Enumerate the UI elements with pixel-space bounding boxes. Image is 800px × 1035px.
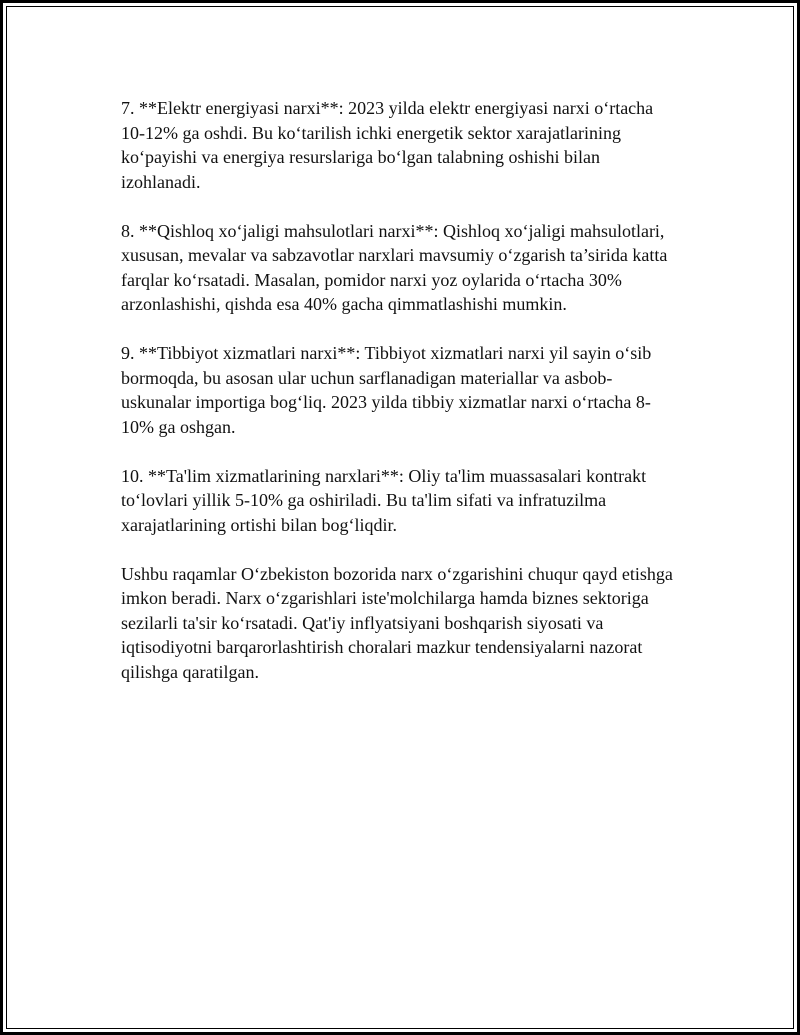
paragraph-education-price: [121, 464, 701, 538]
document-body: [121, 96, 701, 709]
paragraph-conclusion: [121, 562, 701, 685]
text-line: 7. **Elektr energiyasi narxi**: 2023 yilda elektr energiyasi narxi o‘rtacha: [121, 98, 654, 118]
text-line: qilishga qaratilgan.: [121, 661, 259, 682]
text-line: izohlanadi.: [121, 171, 201, 192]
text-line: xususan, mevalar va sabzavotlar narxlari mavsumiy o‘zgarish ta’sirida katta: [121, 245, 668, 265]
text-line: uskunalar importiga bog‘liq. 2023 yilda tibbiy xizmatlar narxi o‘rtacha 8-: [121, 392, 651, 412]
text-line: ko‘payishi va energiya resurslariga bo‘lgan talabning oshishi bilan: [121, 147, 601, 167]
text-line: arzonlashishi, qishda esa 40% gacha qimmatlashishi mumkin.: [121, 294, 567, 314]
text-line: 10. **Ta'lim xizmatlarining narxlari**: Oliy ta'lim muassasalari kontrakt: [121, 465, 647, 486]
paragraph-medical-services-price: [121, 341, 701, 439]
text-line: 10-12% ga oshdi. Bu ko‘tarilish ichki energetik sektor xarajatlarining: [121, 122, 622, 143]
text-line: sezilarli ta'sir ko‘rsatadi. Qat'iy inflyatsiyani boshqarish siyosati va: [121, 612, 604, 633]
text-line: 10% ga oshgan.: [121, 416, 236, 437]
text-line: 9. **Tibbiyot xizmatlari narxi**: Tibbiyot xizmatlari narxi yil sayin o‘sib: [121, 343, 652, 363]
text-line: Ushbu raqamlar O‘zbekiston bozorida narx o‘zgarishini chuqur qayd etishga: [121, 563, 673, 584]
text-line: xarajatlarining ortishi bilan bog‘liqdir.: [121, 514, 397, 535]
text-line: iqtisodiyotni barqarorlashtirish choralari mazkur tendensiyalarni nazorat: [121, 637, 643, 657]
text-line: farqlar ko‘rsatadi. Masalan, pomidor narxi yoz oylarida o‘rtacha 30%: [121, 269, 622, 290]
text-line: imkon beradi. Narx o‘zgarishlari iste'molchilarga hamda biznes sektoriga: [121, 588, 649, 608]
text-line: 8. **Qishloq xo‘jaligi mahsulotlari narxi**: Qishloq xo‘jaligi mahsulotlari,: [121, 220, 665, 241]
paragraph-electricity-price: [121, 96, 701, 194]
text-line: to‘lovlari yillik 5-10% ga oshiriladi. Bu ta'lim sifati va infratuzilma: [121, 490, 607, 510]
paragraph-agriculture-price: [121, 219, 701, 317]
text-line: bormoqda, bu asosan ular uchun sarflanadigan materiallar va asbob-: [121, 367, 613, 388]
